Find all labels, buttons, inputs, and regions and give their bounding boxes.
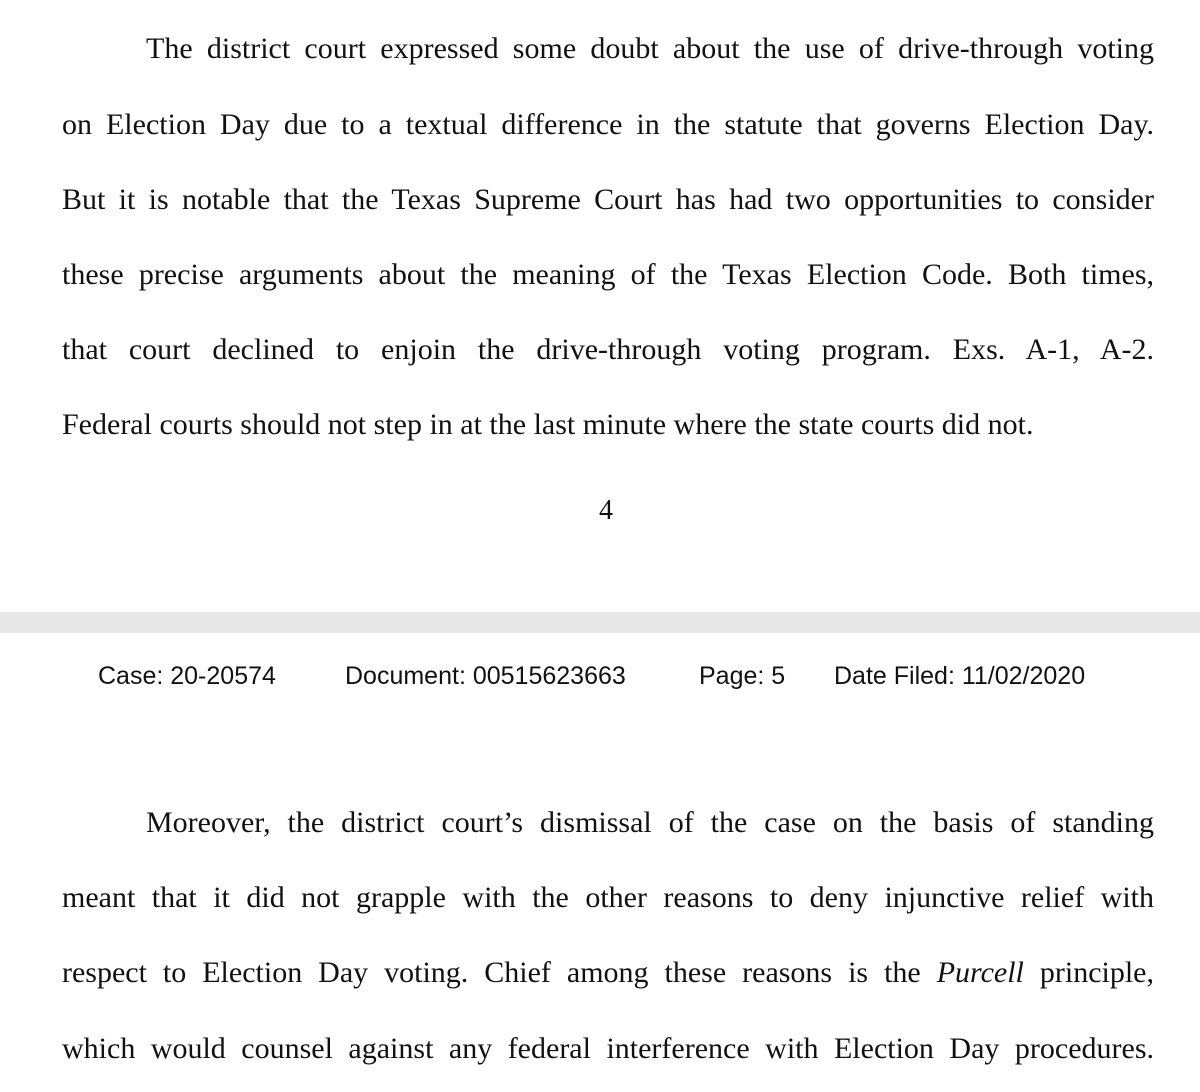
paragraph-line: meant that it did not grapple with the other reasons to deny injunctive relief with [62,881,1154,914]
paragraph-line: Moreover, the district court’s dismissal of the case on the basis of standing [146,806,1154,839]
line-text: respect to Election Day voting. Chief among these reasons is the [62,956,937,989]
paragraph-line [62,955,1154,991]
line-text: principle, [1023,956,1154,989]
page-separator [0,612,1200,633]
paragraph-line: which would counsel against any federal interference with Election Day procedures. [62,1032,1154,1065]
paragraph-line: Federal courts should not step in at the last minute where the state courts did not. [62,408,1034,441]
page-5 [0,633,1200,1092]
paragraph-line: these precise arguments about the meaning of the Texas Election Code. Both times, [62,258,1154,291]
paragraph-line: But it is notable that the Texas Supreme Court has had two opportunities to consider [62,183,1154,216]
paragraph-line: on Election Day due to a textual difference in the statute that governs Election Day. [62,108,1154,141]
paragraph-line: The district court expressed some doubt about the use of drive-through voting [146,32,1154,65]
case-name-italic: Purcell [936,956,1024,989]
document-number: Document: 00515623663 [345,662,626,690]
page-number: 4 [599,495,613,526]
paragraph-line: that court declined to enjoin the drive-through voting program. Exs. A-1, A-2. [62,333,1154,366]
page-label: Page: 5 [699,662,786,690]
case-number: Case: 20-20574 [98,662,276,690]
date-filed: Date Filed: 11/02/2020 [834,662,1086,690]
